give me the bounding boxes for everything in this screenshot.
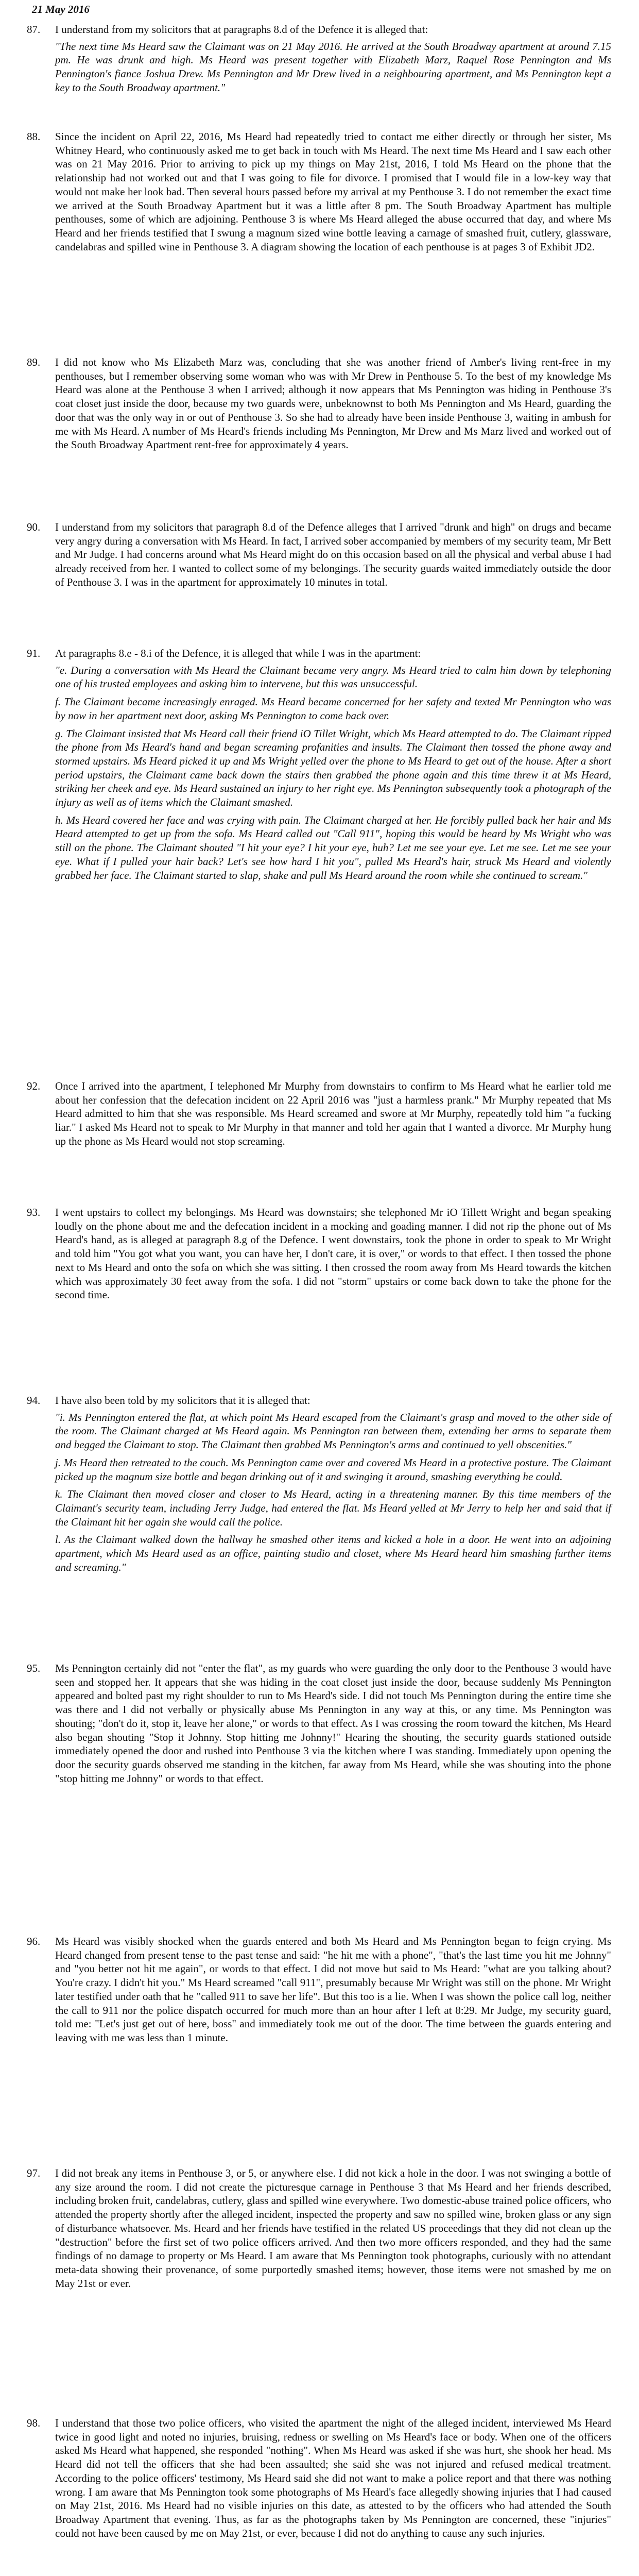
paragraph-text: Once I arrived into the apartment, I telephoned Mr Murphy from downstairs to confirm to Ms Heard what he earlier told me about her confession that the defecation incident on 22 April 2016 was "just a harmless prank." Mr Murphy repeated that Ms Heard admitted to him that she was responsible. Ms Heard screamed and swore at Mr Murphy, repeatedly told him "a fucking liar." I asked Ms Heard not to speak to Mr Murphy in that manner and told her again that I wanted a divorce. Mr Murphy hung up the phone as Ms Heard would not stop screaming. [55,1080,611,1147]
quoted-allegation: "The next time Ms Heard saw the Claimant was on 21 May 2016. He arrived at the South Broadway apartment at around 7.15 pm. He was drunk and high. Ms Heard was present together with Elizabeth Marz, Raquel Rose Pennington and Ms Pennington's fiance Joshua Drew. Ms Pennington and Mr Drew lived in a neighbouring apartment, and Ms Pennington kept a key to the South Broadway apartment." [55,40,611,94]
paragraph-text: I did not know who Ms Elizabeth Marz was, concluding that she was another friend of Amber's living rent-free in my penthouses, but I remember observing some woman who was with Mr Drew in Penthouse 5. To the best of my knowledge Ms Heard was alone at the Penthouse 3 when I arrived; although it now appears that Ms Pennington was hiding in Penthouse 3's coat closet just inside the door, because my two guards were, unbeknownst to both Ms Pennington and Ms Heard, guarding the door that was the only way in or out of Penthouse 3. So she had to already have been inside Penthouse 3, waiting in ambush for me with Ms Heard. A number of Ms Heard's friends including Ms Pennington, Mr Drew and Ms Marz lived and worked out of the South Broadway Apartment rent-free for approximately 4 years. [55,356,611,451]
allegation-item-k: k. The Claimant then moved closer and closer to Ms Heard, acting in a threatening manner. By this time members of the Claimant's security team, including Jerry Judge, had entered the flat. Ms Heard yelled at Mr Jerry to help her and said that if the Claimant hit her again she would call the police. [55,1488,611,1528]
paragraph-number: 96. [27,1935,41,1947]
allegation-item-i: "i. Ms Pennington entered the flat, at which point Ms Heard escaped from the Claimant's grasp and moved to the other side of the room. The Claimant charged at Ms Heard again. Ms Pennington ran between them, extending her arms to separate them and begged the Claimant to stop. The Claimant then grabbed Ms Pennington's arms and continued to yell obscenities." [55,1411,611,1451]
paragraph-92 [27,1079,611,1148]
paragraph-number: 94. [27,1394,41,1406]
page-date: 21 May 2016 [32,3,90,15]
paragraph-88 [27,130,611,253]
paragraph-number: 95. [27,1662,41,1674]
paragraph-text: At paragraphs 8.e - 8.i of the Defence, it is alleged that while I was in the apartment: [55,647,421,659]
allegation-item-l: l. As the Claimant walked down the hallway he smashed other items and kicked a hole in a door. He went into an adjoining apartment, which Ms Heard used as an office, painting studio and closet, where Ms Heard heard him smashing further items and screaming." [55,1533,611,1573]
paragraph-text: I have also been told by my solicitors that it is alleged that: [55,1394,310,1406]
paragraph-number: 91. [27,647,41,659]
paragraph-number: 92. [27,1080,41,1092]
paragraph-text: I understand from my solicitors that paragraph 8.d of the Defence alleges that I arrived "drunk and high" on drugs and became very angry during a conversation with Ms Heard. In fact, I arrived sober accompanied by members of my security team, Mr Bett and Mr Judge. I had concerns around what Ms Heard might do on this occasion based on all the physical and verbal abuse I had already received from her. I wanted to collect some of my belongings. The security guards waited immediately outside the door of Penthouse 3. I was in the apartment for approximately 10 minutes in total. [55,521,611,588]
paragraph-text: I understand that those two police officers, who visited the apartment the night of the alleged incident, interviewed Ms Heard twice in good light and noted no injuries, bruising, redness or swelling on Ms Heard's face or body. When one of the officers asked Ms Heard what happened, she responded "nothing". When Ms Heard was asked if she was hurt, she shook her head. Ms Heard did not tell the officers that she had been assaulted; she said she was not injured and refused medical treatment. According to the police officers' testimony, Ms Heard said she did not want to make a police report and that there was nothing wrong. I am aware that Ms Pennington took some photographs of Ms Heard's face allegedly showing injuries that I had caused on May 21st, 2016. Ms Heard had no visible injuries on this date, as attested to by the officers who had attended the South Broadway Apartment that evening. Thus, as far as the photographs taken by Ms Pennington are concerned, these "injuries" could not have been caused by me on May 21st, or ever, because I did not do anything to cause any such injuries. [55,2417,611,2539]
paragraph-number: 88. [27,130,41,143]
paragraph-89 [27,355,611,452]
allegation-item-g: g. The Claimant insisted that Ms Heard call their friend iO Tillet Wright, which Ms Heard attempted to do. The Claimant ripped the phone from Ms Heard's hand and began screaming profanities and insults. The Claimant then tossed the phone away and stormed upstairs. Ms Heard picked it up and Ms Wright yelled over the phone to Ms Heard to get out of the house. After a short period upstairs, the Claimant came back down the stairs then grabbed the phone again and this time threw it at Ms Heard, striking her cheek and eye. Ms Heard sustained an injury to her right eye. Ms Pennington subsequently took a photograph of the injury as well as of items which the Claimant smashed. [55,727,611,809]
paragraph-number: 93. [27,1206,41,1218]
paragraph-95 [27,1662,611,1785]
paragraph-93 [27,1206,611,1302]
allegation-item-j: j. Ms Heard then retreated to the couch. Ms Pennington came over and covered Ms Heard in a protective posture. The Claimant picked up the magnum size bottle and began drinking out of it and swinging it around, smashing everything he could. [55,1456,611,1483]
paragraph-text: I understand from my solicitors that at paragraphs 8.d of the Defence it is alleged that: [55,23,428,36]
paragraph-number: 90. [27,521,41,533]
paragraph-98 [27,2416,611,2540]
allegation-item-f: f. The Claimant became increasingly enraged. Ms Heard became concerned for her safety and texted Mr Pennington who was by now in her apartment next door, asking Ms Pennington to come back over. [55,696,611,722]
paragraph-text: Ms Heard was visibly shocked when the guards entered and both Ms Heard and Ms Pennington began to feign crying. Ms Heard changed from present tense to the past tense and said: "he hit me with a phone", "that's the last time you hit me Johnny" and "you better not hit me again", or words to that effect. I did not move but said to Ms Heard: "what are you talking about? You're crazy. I didn't hit you." Ms Heard screamed "call 911", presumably because Mr Wright was still on the phone. Mr Wright later testified under oath that he "called 911 to save her life". But this too is a lie. When I was shown the police call log, neither the call to 911 nor the police dispatch occurred for much more than an hour after I left at 8:29. Mr Judge, my security guard, told me: "Let's just get out of here, boss" and immediately took me out of the door. The time between the guards entering and leaving with me was less than 1 minute. [55,1935,611,2044]
paragraph-91 [27,647,611,886]
paragraph-97 [27,2166,611,2290]
paragraph-text: I went upstairs to collect my belongings. Ms Heard was downstairs; she telephoned Mr iO Tillett Wright and began speaking loudly on the phone about me and the defecation incident in a mocking and goading manner. I did not rip the phone out of Ms Heard's hand, as is alleged at paragraph 8.g of the Defence. I went downstairs, took the phone in order to speak to Mr Wright and told him "You got what you want, you can have her, I don't care, it is over," or words to that effect. I then tossed the phone next to Ms Heard and onto the sofa on which she was sitting. I then crossed the room away from Ms Heard towards the kitchen which was approximately 30 feet away from the sofa. I did not "storm" upstairs or come back down to take the phone for the second time. [55,1206,611,1301]
paragraph-number: 89. [27,356,41,368]
paragraph-94 [27,1394,611,1578]
paragraph-number: 98. [27,2417,41,2429]
paragraph-text: Since the incident on April 22, 2016, Ms Heard had repeatedly tried to contact me either directly or through her sister, Ms Whitney Heard, who continuously asked me to get back in touch with Ms Heard. The next time Ms Heard and I saw each other was on 21 May 2016. Prior to arriving to pick up my things on May 21st, 2016, I told Ms Heard on the phone that the relationship had not worked out and that I was going to file for divorce. I promised that I would file in a low-key way that would not make her look bad. Then several hours passed before my arrival at my Penthouse 3. I do not remember the exact time we arrived at the South Broadway Apartment but it was a little after 8 pm. The South Broadway Apartment has multiple penthouses, some of which are adjoining. Penthouse 3 is where Ms Heard alleged the abuse occurred that day, and where Ms Heard and her friends testified that I swung a magnum sized wine bottle leaving a carnage of smashed fruit, cutlery, glassware, candelabras and spilled wine in Penthouse 3. A diagram showing the location of each penthouse is at pages 3 of Exhibit JD2. [55,130,611,253]
allegation-item-h: h. Ms Heard covered her face and was crying with pain. The Claimant charged at her. He forcibly pulled back her hair and Ms Heard attempted to get up from the sofa. Ms Heard called out "Call 911", hoping this would be heard by Ms Wright who was still on the phone. The Claimant shouted "I hit your eye? I hit your eye, huh? Let me see your eye. Let me see. Let me see your eye. What if I pulled your hair back? Let's see how hard I hit you", pulled Ms Heard's hair, struck Ms Heard and violently grabbed her face. The Claimant started to slap, shake and pull Ms Heard around the room while she continued to scream." [55,814,611,882]
paragraph-number: 87. [27,23,41,36]
paragraph-text: I did not break any items in Penthouse 3, or 5, or anywhere else. I did not kick a hole in the door. I was not swinging a bottle of any size around the room. I did not create the picturesque carnage in Penthouse 3 that Ms Heard and her friends described, including broken fruit, candelabras, cutlery, glass and spilled wine everywhere. Two domestic-abuse trained police officers, who attended the property shortly after the alleged incident, inspected the property and saw no spilled wine, broken glass or any sign of disturbance whatsoever. Ms. Heard and her friends have testified in the related US proceedings that they did not clean up the "destruction" before the first set of two police officers arrived. And then two more officers responded, and they had the same findings of no damage to property or Ms Heard. I am aware that Ms Pennington took photographs, curiously with no attendant meta-data showing their provenance, of some purportedly smashed items; however, those items were not smashed by me on May 21st or ever. [55,2167,611,2290]
paragraph-90 [27,520,611,589]
paragraph-96 [27,1935,611,2045]
allegation-item-e: "e. During a conversation with Ms Heard the Claimant became very angry. Ms Heard tried to calm him down by telephoning one of his trusted employees and asking him to intervene, but this was unsuccessful. [55,664,611,690]
paragraph-87 [27,23,611,95]
paragraph-text: Ms Pennington certainly did not "enter the flat", as my guards who were guarding the only door to the Penthouse 3 would have seen and stopped her. It appears that she was hiding in the coat closet just inside the door, because suddenly Ms Pennington appeared and bolted past my right shoulder to run to Ms Heard's side. I did not touch Ms Pennington during the entire time she was there and I did not verbally or physically abuse Ms Pennington in any way at this, or any time. Ms Pennington was shouting; "don't do it, stop it, leave her alone," or words to that effect. As I was crossing the room toward the kitchen, Ms Heard also began shouting "Stop it Johnny. Stop hitting me Johnny!" Hearing the shouting, the security guards stationed outside immediately opened the door and rushed into Penthouse 3 via the kitchen where I was standing. Immediately upon opening the door the security guards observed me standing in the kitchen, far away from Ms Heard, while she was shouting into the phone "stop hitting me Johnny" or words to that effect. [55,1662,611,1785]
paragraph-number: 97. [27,2167,41,2179]
